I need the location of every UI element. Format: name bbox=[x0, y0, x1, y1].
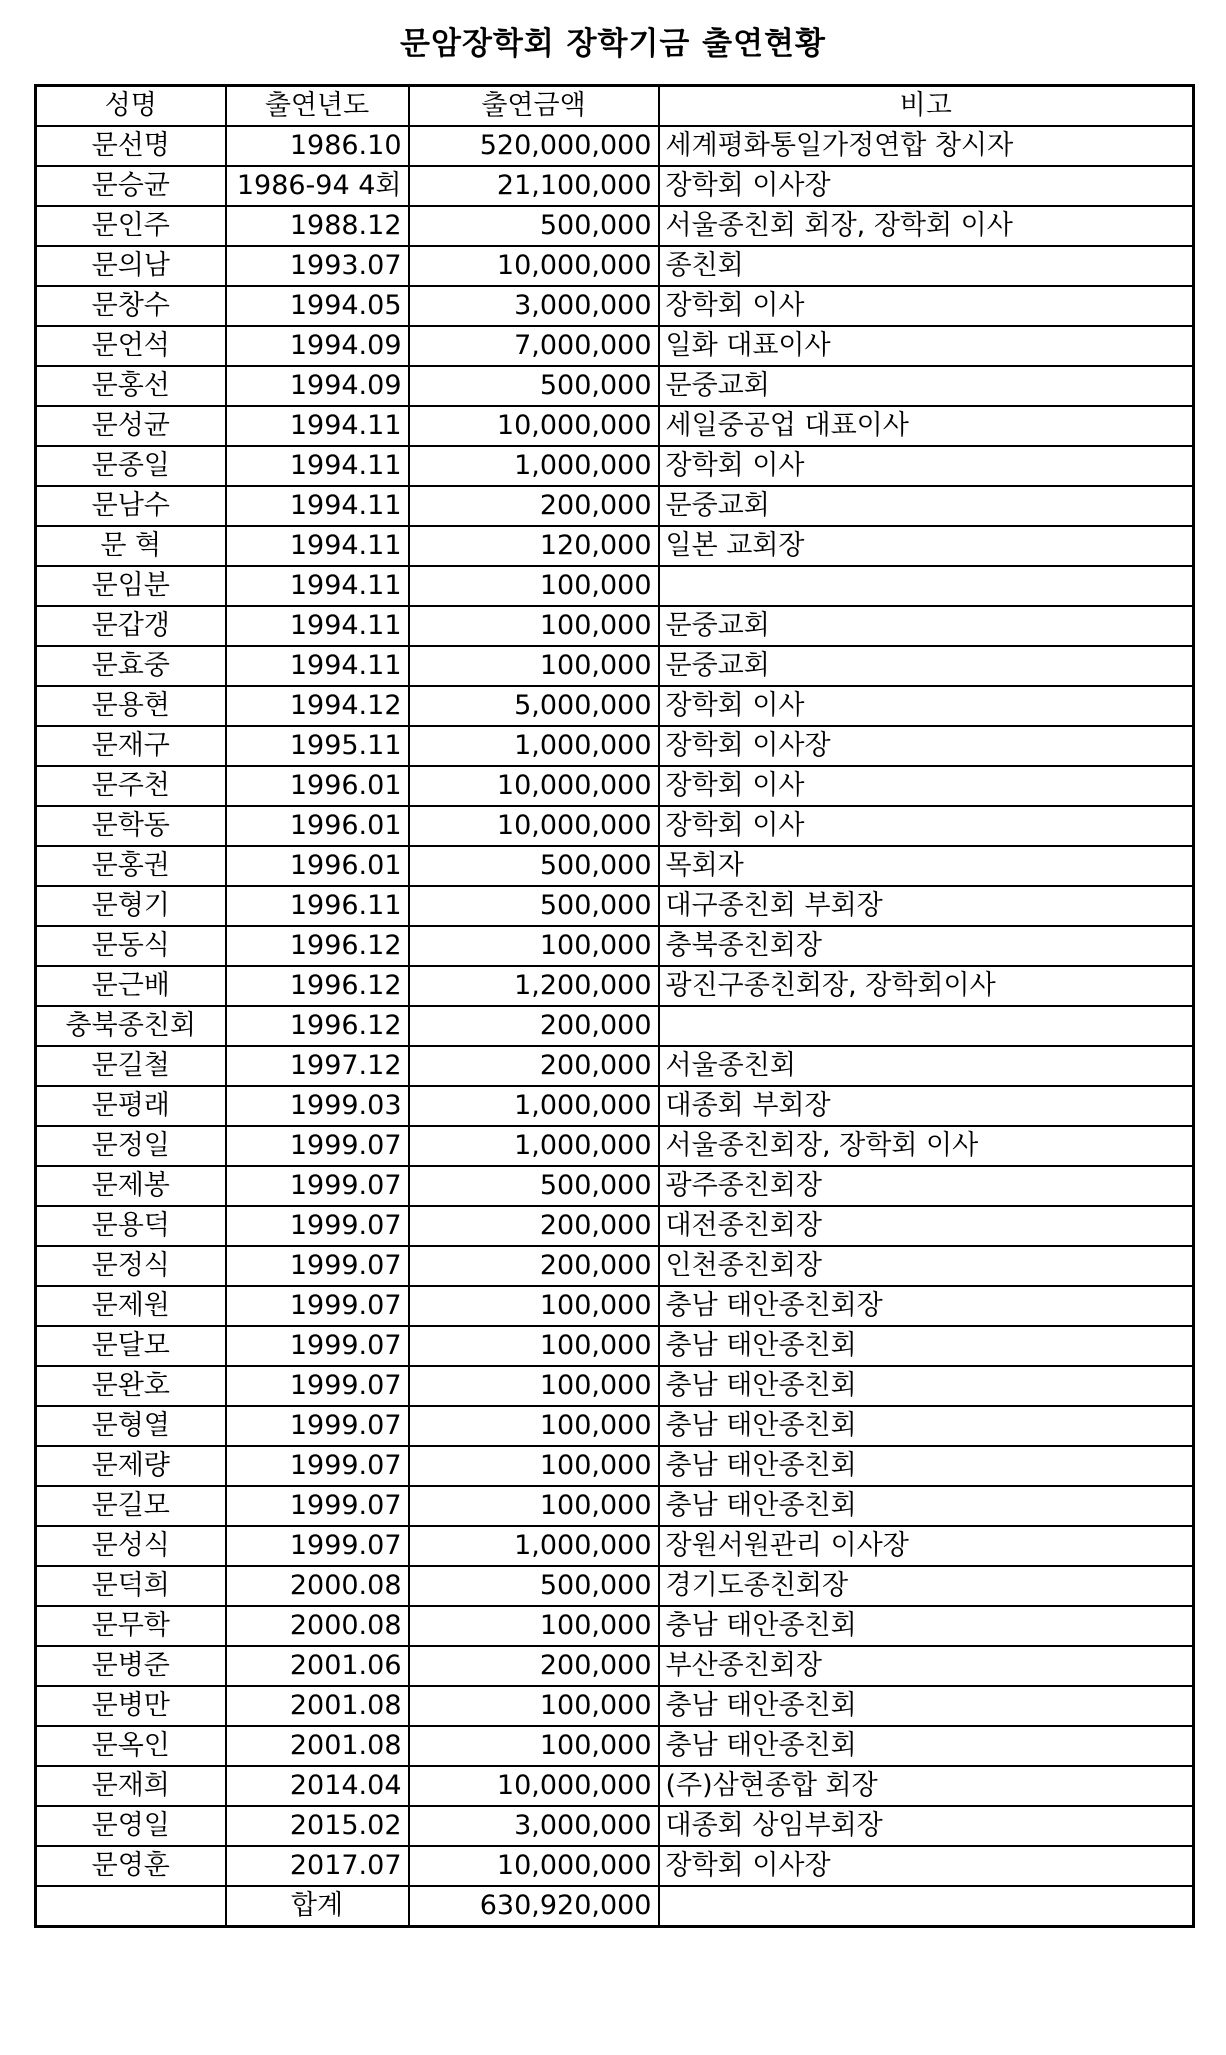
amount-cell: 100,000 bbox=[409, 1726, 659, 1766]
note-cell: 장학회 이사 bbox=[659, 446, 1194, 486]
amount-cell: 1,000,000 bbox=[409, 1126, 659, 1166]
amount-cell: 500,000 bbox=[409, 886, 659, 926]
note-cell: 인천종친회장 bbox=[659, 1246, 1194, 1286]
amount-cell: 200,000 bbox=[409, 486, 659, 526]
name-cell: 문임분 bbox=[36, 566, 226, 606]
table-row bbox=[36, 606, 1194, 646]
year-cell: 2000.08 bbox=[226, 1606, 409, 1646]
donation-table bbox=[34, 84, 1195, 1928]
note-cell: 세일중공업 대표이사 bbox=[659, 406, 1194, 446]
name-cell: 문옥인 bbox=[36, 1726, 226, 1766]
table-row bbox=[36, 1246, 1194, 1286]
year-cell: 1999.07 bbox=[226, 1166, 409, 1206]
note-cell: 충남 태안종친회 bbox=[659, 1606, 1194, 1646]
table-row bbox=[36, 966, 1194, 1006]
note-cell: 장학회 이사장 bbox=[659, 1846, 1194, 1886]
note-cell: 대종회 상임부회장 bbox=[659, 1806, 1194, 1846]
note-cell: 문중교회 bbox=[659, 646, 1194, 686]
amount-cell: 100,000 bbox=[409, 926, 659, 966]
note-cell bbox=[659, 566, 1194, 606]
year-cell: 1994.11 bbox=[226, 406, 409, 446]
note-cell: 부산종친회장 bbox=[659, 1646, 1194, 1686]
year-cell: 1994.09 bbox=[226, 326, 409, 366]
name-cell: 문영일 bbox=[36, 1806, 226, 1846]
name-cell: 문동식 bbox=[36, 926, 226, 966]
name-cell: 문달모 bbox=[36, 1326, 226, 1366]
table-row bbox=[36, 766, 1194, 806]
note-cell: 장학회 이사 bbox=[659, 806, 1194, 846]
name-cell: 문 혁 bbox=[36, 526, 226, 566]
year-cell: 1999.07 bbox=[226, 1526, 409, 1566]
amount-cell: 200,000 bbox=[409, 1246, 659, 1286]
table-row bbox=[36, 526, 1194, 566]
year-cell: 1999.03 bbox=[226, 1086, 409, 1126]
year-cell: 1986-94 4회 bbox=[226, 166, 409, 206]
table-body bbox=[36, 126, 1194, 1886]
amount-cell: 1,000,000 bbox=[409, 1086, 659, 1126]
year-cell: 1999.07 bbox=[226, 1326, 409, 1366]
table-row bbox=[36, 206, 1194, 246]
amount-cell: 1,200,000 bbox=[409, 966, 659, 1006]
note-cell: 장학회 이사 bbox=[659, 286, 1194, 326]
amount-cell: 21,100,000 bbox=[409, 166, 659, 206]
note-cell: 대종회 부회장 bbox=[659, 1086, 1194, 1126]
note-cell bbox=[659, 1006, 1194, 1046]
name-cell: 문형기 bbox=[36, 886, 226, 926]
note-cell: 충남 태안종친회장 bbox=[659, 1286, 1194, 1326]
table-row bbox=[36, 486, 1194, 526]
year-cell: 1999.07 bbox=[226, 1486, 409, 1526]
year-cell: 1994.09 bbox=[226, 366, 409, 406]
note-cell: 문중교회 bbox=[659, 606, 1194, 646]
name-cell: 문재구 bbox=[36, 726, 226, 766]
column-header-amount: 출연금액 bbox=[409, 86, 659, 127]
amount-cell: 5,000,000 bbox=[409, 686, 659, 726]
name-cell: 충북종친회 bbox=[36, 1006, 226, 1046]
year-cell: 1994.05 bbox=[226, 286, 409, 326]
note-cell: 경기도종친회장 bbox=[659, 1566, 1194, 1606]
column-header-note: 비고 bbox=[659, 86, 1194, 127]
table-row bbox=[36, 1046, 1194, 1086]
name-cell: 문언석 bbox=[36, 326, 226, 366]
name-cell: 문길모 bbox=[36, 1486, 226, 1526]
table-row bbox=[36, 1206, 1194, 1246]
note-cell: 충남 태안종친회 bbox=[659, 1406, 1194, 1446]
table-row bbox=[36, 1086, 1194, 1126]
year-cell: 1994.11 bbox=[226, 606, 409, 646]
year-cell: 1999.07 bbox=[226, 1246, 409, 1286]
table-row bbox=[36, 1846, 1194, 1886]
amount-cell: 200,000 bbox=[409, 1046, 659, 1086]
note-cell: 충남 태안종친회 bbox=[659, 1366, 1194, 1406]
amount-cell: 100,000 bbox=[409, 1446, 659, 1486]
name-cell: 문재희 bbox=[36, 1766, 226, 1806]
name-cell: 문승균 bbox=[36, 166, 226, 206]
name-cell: 문덕희 bbox=[36, 1566, 226, 1606]
name-cell: 문병만 bbox=[36, 1686, 226, 1726]
note-cell: 문중교회 bbox=[659, 486, 1194, 526]
amount-cell: 10,000,000 bbox=[409, 1846, 659, 1886]
amount-cell: 100,000 bbox=[409, 1326, 659, 1366]
name-cell: 문영훈 bbox=[36, 1846, 226, 1886]
note-cell: 서울종친회 회장, 장학회 이사 bbox=[659, 206, 1194, 246]
page-title: 문암장학회 장학기금 출연현황 bbox=[400, 26, 826, 62]
name-cell: 문제원 bbox=[36, 1286, 226, 1326]
note-cell: 일화 대표이사 bbox=[659, 326, 1194, 366]
year-cell: 2001.08 bbox=[226, 1726, 409, 1766]
amount-cell: 200,000 bbox=[409, 1206, 659, 1246]
amount-cell: 10,000,000 bbox=[409, 246, 659, 286]
amount-cell: 10,000,000 bbox=[409, 806, 659, 846]
note-cell: 일본 교회장 bbox=[659, 526, 1194, 566]
name-cell: 문정식 bbox=[36, 1246, 226, 1286]
amount-cell: 520,000,000 bbox=[409, 126, 659, 166]
table-row bbox=[36, 1526, 1194, 1566]
table-row bbox=[36, 846, 1194, 886]
name-cell: 문길철 bbox=[36, 1046, 226, 1086]
year-cell: 1996.12 bbox=[226, 1006, 409, 1046]
year-cell: 1994.11 bbox=[226, 646, 409, 686]
table-row bbox=[36, 286, 1194, 326]
table-row bbox=[36, 366, 1194, 406]
name-cell: 문학동 bbox=[36, 806, 226, 846]
year-cell: 1999.07 bbox=[226, 1406, 409, 1446]
amount-cell: 100,000 bbox=[409, 1286, 659, 1326]
note-cell: 대구종친회 부회장 bbox=[659, 886, 1194, 926]
name-cell: 문용현 bbox=[36, 686, 226, 726]
year-cell: 1988.12 bbox=[226, 206, 409, 246]
table-row bbox=[36, 1406, 1194, 1446]
amount-cell: 100,000 bbox=[409, 606, 659, 646]
amount-cell: 120,000 bbox=[409, 526, 659, 566]
note-cell: 장학회 이사 bbox=[659, 766, 1194, 806]
note-cell: 종친회 bbox=[659, 246, 1194, 286]
name-cell: 문선명 bbox=[36, 126, 226, 166]
amount-cell: 100,000 bbox=[409, 1486, 659, 1526]
year-cell: 1994.11 bbox=[226, 486, 409, 526]
amount-cell: 500,000 bbox=[409, 1166, 659, 1206]
name-cell: 문홍선 bbox=[36, 366, 226, 406]
year-cell: 1999.07 bbox=[226, 1366, 409, 1406]
year-cell: 1994.11 bbox=[226, 566, 409, 606]
name-cell: 문병준 bbox=[36, 1646, 226, 1686]
note-cell: 광진구종친회장, 장학회이사 bbox=[659, 966, 1194, 1006]
table-row bbox=[36, 246, 1194, 286]
year-cell: 1994.12 bbox=[226, 686, 409, 726]
total-note-cell bbox=[659, 1886, 1194, 1927]
note-cell: 서울종친회장, 장학회 이사 bbox=[659, 1126, 1194, 1166]
table-row bbox=[36, 1566, 1194, 1606]
total-amount: 630,920,000 bbox=[409, 1886, 659, 1927]
name-cell: 문무학 bbox=[36, 1606, 226, 1646]
year-cell: 1996.01 bbox=[226, 846, 409, 886]
year-cell: 1996.12 bbox=[226, 926, 409, 966]
amount-cell: 100,000 bbox=[409, 1366, 659, 1406]
note-cell: 장학회 이사장 bbox=[659, 166, 1194, 206]
amount-cell: 100,000 bbox=[409, 1606, 659, 1646]
year-cell: 1996.11 bbox=[226, 886, 409, 926]
note-cell: 세계평화통일가정연합 창시자 bbox=[659, 126, 1194, 166]
table-row bbox=[36, 1326, 1194, 1366]
name-cell: 문평래 bbox=[36, 1086, 226, 1126]
name-cell: 문남수 bbox=[36, 486, 226, 526]
note-cell: 충북종친회장 bbox=[659, 926, 1194, 966]
note-cell: 충남 태안종친회 bbox=[659, 1446, 1194, 1486]
name-cell: 문완호 bbox=[36, 1366, 226, 1406]
table-row bbox=[36, 1486, 1194, 1526]
year-cell: 1999.07 bbox=[226, 1446, 409, 1486]
year-cell: 2000.08 bbox=[226, 1566, 409, 1606]
note-cell: 장원서원관리 이사장 bbox=[659, 1526, 1194, 1566]
table-row bbox=[36, 1126, 1194, 1166]
note-cell: (주)삼현종합 회장 bbox=[659, 1766, 1194, 1806]
amount-cell: 500,000 bbox=[409, 846, 659, 886]
year-cell: 1999.07 bbox=[226, 1286, 409, 1326]
name-cell: 문홍권 bbox=[36, 846, 226, 886]
table-row bbox=[36, 126, 1194, 166]
amount-cell: 7,000,000 bbox=[409, 326, 659, 366]
table-row bbox=[36, 646, 1194, 686]
year-cell: 2001.08 bbox=[226, 1686, 409, 1726]
name-cell: 문성균 bbox=[36, 406, 226, 446]
note-cell: 문중교회 bbox=[659, 366, 1194, 406]
name-cell: 문제봉 bbox=[36, 1166, 226, 1206]
year-cell: 1999.07 bbox=[226, 1126, 409, 1166]
note-cell: 장학회 이사 bbox=[659, 686, 1194, 726]
year-cell: 2017.07 bbox=[226, 1846, 409, 1886]
amount-cell: 10,000,000 bbox=[409, 406, 659, 446]
name-cell: 문성식 bbox=[36, 1526, 226, 1566]
total-empty-cell bbox=[36, 1886, 226, 1927]
table-row bbox=[36, 1166, 1194, 1206]
table-row bbox=[36, 886, 1194, 926]
table-row bbox=[36, 1006, 1194, 1046]
name-cell: 문용덕 bbox=[36, 1206, 226, 1246]
year-cell: 2001.06 bbox=[226, 1646, 409, 1686]
name-cell: 문인주 bbox=[36, 206, 226, 246]
amount-cell: 500,000 bbox=[409, 1566, 659, 1606]
year-cell: 1996.01 bbox=[226, 806, 409, 846]
table-row bbox=[36, 926, 1194, 966]
table-row bbox=[36, 1606, 1194, 1646]
note-cell: 장학회 이사장 bbox=[659, 726, 1194, 766]
amount-cell: 100,000 bbox=[409, 646, 659, 686]
table-row bbox=[36, 1766, 1194, 1806]
column-header-name: 성명 bbox=[36, 86, 226, 127]
table-row bbox=[36, 1286, 1194, 1326]
year-cell: 1994.11 bbox=[226, 526, 409, 566]
year-cell: 1993.07 bbox=[226, 246, 409, 286]
total-row bbox=[36, 1886, 1194, 1927]
header-row bbox=[36, 86, 1194, 127]
note-cell: 대전종친회장 bbox=[659, 1206, 1194, 1246]
amount-cell: 200,000 bbox=[409, 1646, 659, 1686]
amount-cell: 3,000,000 bbox=[409, 286, 659, 326]
total-label: 합계 bbox=[226, 1886, 409, 1927]
table-row bbox=[36, 406, 1194, 446]
table-row bbox=[36, 1686, 1194, 1726]
table-row bbox=[36, 1366, 1194, 1406]
note-cell: 충남 태안종친회 bbox=[659, 1326, 1194, 1366]
name-cell: 문효중 bbox=[36, 646, 226, 686]
amount-cell: 100,000 bbox=[409, 1686, 659, 1726]
note-cell: 충남 태안종친회 bbox=[659, 1686, 1194, 1726]
table-row bbox=[36, 1806, 1194, 1846]
name-cell: 문근배 bbox=[36, 966, 226, 1006]
name-cell: 문갑갱 bbox=[36, 606, 226, 646]
amount-cell: 500,000 bbox=[409, 206, 659, 246]
amount-cell: 3,000,000 bbox=[409, 1806, 659, 1846]
amount-cell: 1,000,000 bbox=[409, 446, 659, 486]
amount-cell: 1,000,000 bbox=[409, 1526, 659, 1566]
table-row bbox=[36, 726, 1194, 766]
year-cell: 1996.12 bbox=[226, 966, 409, 1006]
table-row bbox=[36, 566, 1194, 606]
amount-cell: 200,000 bbox=[409, 1006, 659, 1046]
year-cell: 1994.11 bbox=[226, 446, 409, 486]
name-cell: 문정일 bbox=[36, 1126, 226, 1166]
column-header-year: 출연년도 bbox=[226, 86, 409, 127]
year-cell: 1986.10 bbox=[226, 126, 409, 166]
note-cell: 충남 태안종친회 bbox=[659, 1486, 1194, 1526]
table-row bbox=[36, 326, 1194, 366]
name-cell: 문종일 bbox=[36, 446, 226, 486]
name-cell: 문형열 bbox=[36, 1406, 226, 1446]
table-row bbox=[36, 1646, 1194, 1686]
table-row bbox=[36, 1726, 1194, 1766]
name-cell: 문창수 bbox=[36, 286, 226, 326]
amount-cell: 500,000 bbox=[409, 366, 659, 406]
table-row bbox=[36, 166, 1194, 206]
table-row bbox=[36, 806, 1194, 846]
year-cell: 1996.01 bbox=[226, 766, 409, 806]
amount-cell: 1,000,000 bbox=[409, 726, 659, 766]
table-row bbox=[36, 686, 1194, 726]
year-cell: 1995.11 bbox=[226, 726, 409, 766]
year-cell: 2014.04 bbox=[226, 1766, 409, 1806]
note-cell: 충남 태안종친회 bbox=[659, 1726, 1194, 1766]
note-cell: 광주종친회장 bbox=[659, 1166, 1194, 1206]
name-cell: 문주천 bbox=[36, 766, 226, 806]
year-cell: 1997.12 bbox=[226, 1046, 409, 1086]
amount-cell: 100,000 bbox=[409, 1406, 659, 1446]
amount-cell: 10,000,000 bbox=[409, 766, 659, 806]
table-row bbox=[36, 446, 1194, 486]
note-cell: 서울종친회 bbox=[659, 1046, 1194, 1086]
name-cell: 문제량 bbox=[36, 1446, 226, 1486]
amount-cell: 10,000,000 bbox=[409, 1766, 659, 1806]
table-row bbox=[36, 1446, 1194, 1486]
note-cell: 목회자 bbox=[659, 846, 1194, 886]
amount-cell: 100,000 bbox=[409, 566, 659, 606]
name-cell: 문의남 bbox=[36, 246, 226, 286]
year-cell: 2015.02 bbox=[226, 1806, 409, 1846]
year-cell: 1999.07 bbox=[226, 1206, 409, 1246]
